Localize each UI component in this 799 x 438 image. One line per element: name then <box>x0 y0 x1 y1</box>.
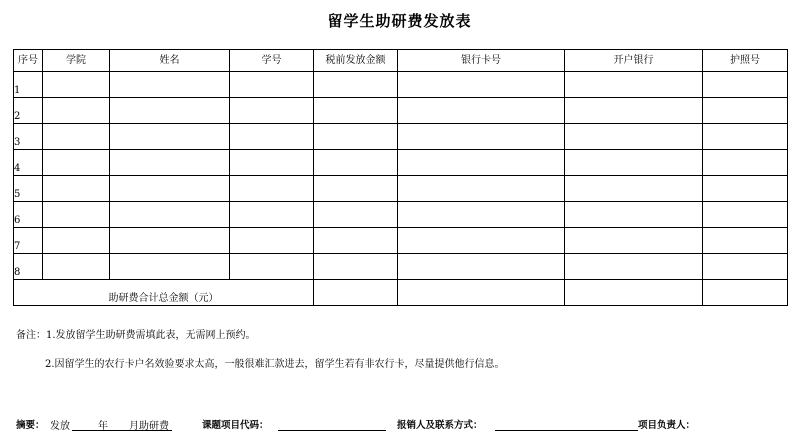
table-row <box>14 150 788 176</box>
header-college: 学院 <box>43 50 110 72</box>
table-cell[interactable] <box>43 254 110 280</box>
table-row <box>14 228 788 254</box>
table-row <box>14 254 788 280</box>
table-cell[interactable] <box>565 124 703 150</box>
table-cell[interactable] <box>703 228 788 254</box>
table-cell[interactable] <box>398 150 565 176</box>
table-cell[interactable] <box>43 98 110 124</box>
table-cell[interactable] <box>230 72 314 98</box>
table-cell[interactable] <box>703 124 788 150</box>
footer-summary <box>16 417 791 433</box>
table-cell[interactable] <box>565 176 703 202</box>
table-cell[interactable] <box>398 228 565 254</box>
row-index: 1 <box>14 72 43 98</box>
header-student-id: 学号 <box>230 50 314 72</box>
table-cell[interactable] <box>314 124 398 150</box>
table-cell[interactable] <box>110 72 230 98</box>
table-cell[interactable] <box>314 176 398 202</box>
summary-month: 月助研费 <box>129 421 169 432</box>
summary-label: 摘要： <box>16 420 45 431</box>
table-cell[interactable] <box>230 98 314 124</box>
table-cell[interactable] <box>398 176 565 202</box>
table-cell[interactable] <box>398 202 565 228</box>
table-cell[interactable] <box>110 150 230 176</box>
header-pretax-amount: 税前发放金额 <box>314 50 398 72</box>
row-index: 4 <box>14 150 43 176</box>
row-index: 5 <box>14 176 43 202</box>
table-cell[interactable] <box>230 176 314 202</box>
table-cell[interactable] <box>43 176 110 202</box>
table-cell[interactable] <box>314 98 398 124</box>
table-cell[interactable] <box>110 228 230 254</box>
total-cell[interactable] <box>314 280 398 306</box>
total-cell[interactable] <box>398 280 565 306</box>
table-cell[interactable] <box>314 150 398 176</box>
table-cell[interactable] <box>565 150 703 176</box>
table-cell[interactable] <box>314 254 398 280</box>
table-cell[interactable] <box>565 72 703 98</box>
table-cell[interactable] <box>230 150 314 176</box>
leader-label: 项目负责人： <box>638 420 696 431</box>
table-cell[interactable] <box>110 176 230 202</box>
row-index: 6 <box>14 202 43 228</box>
row-index: 7 <box>14 228 43 254</box>
header-name: 姓名 <box>110 50 230 72</box>
table-cell[interactable] <box>230 228 314 254</box>
header-bank: 开户银行 <box>565 50 703 72</box>
table-cell[interactable] <box>398 98 565 124</box>
table-cell[interactable] <box>703 72 788 98</box>
table-cell[interactable] <box>314 228 398 254</box>
total-cell[interactable] <box>703 280 788 306</box>
table-cell[interactable] <box>110 254 230 280</box>
row-index: 8 <box>14 254 43 280</box>
page-title: 留学生助研费发放表 <box>327 12 472 30</box>
header-passport: 护照号 <box>703 50 788 72</box>
table-cell[interactable] <box>398 72 565 98</box>
table-cell[interactable] <box>110 202 230 228</box>
header-bank-card: 银行卡号 <box>398 50 565 72</box>
table-row <box>14 98 788 124</box>
table-cell[interactable] <box>565 228 703 254</box>
table-row <box>14 202 788 228</box>
summary-issue: 发放 <box>50 421 70 432</box>
table-cell[interactable] <box>43 124 110 150</box>
reporter-label: 报销人及联系方式： <box>397 420 483 431</box>
table-cell[interactable] <box>110 124 230 150</box>
table-cell[interactable] <box>43 72 110 98</box>
table-cell[interactable] <box>703 254 788 280</box>
total-cell[interactable] <box>565 280 703 306</box>
header-index: 序号 <box>14 50 43 72</box>
table-cell[interactable] <box>314 202 398 228</box>
table-cell[interactable] <box>565 98 703 124</box>
table-cell[interactable] <box>703 202 788 228</box>
table-cell[interactable] <box>703 176 788 202</box>
table-cell[interactable] <box>314 72 398 98</box>
table-cell[interactable] <box>43 150 110 176</box>
reporter-blank[interactable] <box>495 417 638 431</box>
note-line-1: 备注：1.发放留学生助研费需填此表，无需网上预约。 <box>16 330 256 341</box>
row-index: 3 <box>14 124 43 150</box>
table-body <box>14 72 788 306</box>
table-cell[interactable] <box>110 98 230 124</box>
table-cell[interactable] <box>565 254 703 280</box>
project-code-blank[interactable] <box>278 417 386 431</box>
table-cell[interactable] <box>43 228 110 254</box>
table-cell[interactable] <box>703 150 788 176</box>
stipend-table <box>13 49 788 306</box>
total-label: 助研费合计总金额（元） <box>14 280 314 306</box>
summary-year: 年 <box>98 421 108 432</box>
table-cell[interactable] <box>230 254 314 280</box>
table-cell[interactable] <box>703 98 788 124</box>
table-cell[interactable] <box>230 124 314 150</box>
table-row <box>14 176 788 202</box>
row-index: 2 <box>14 98 43 124</box>
total-row <box>14 280 788 306</box>
table-cell[interactable] <box>565 202 703 228</box>
table-cell[interactable] <box>398 124 565 150</box>
note-line-2: 2.因留学生的农行卡户名效验要求太高，一般很难汇款进去，留学生若有非农行卡，尽量提供他行信息。 <box>45 359 505 370</box>
table-cell[interactable] <box>398 254 565 280</box>
project-code-label: 课题项目代码： <box>202 420 269 431</box>
table-row <box>14 72 788 98</box>
table-cell[interactable] <box>43 202 110 228</box>
table-row <box>14 124 788 150</box>
table-header-row <box>14 50 788 72</box>
table-cell[interactable] <box>230 202 314 228</box>
